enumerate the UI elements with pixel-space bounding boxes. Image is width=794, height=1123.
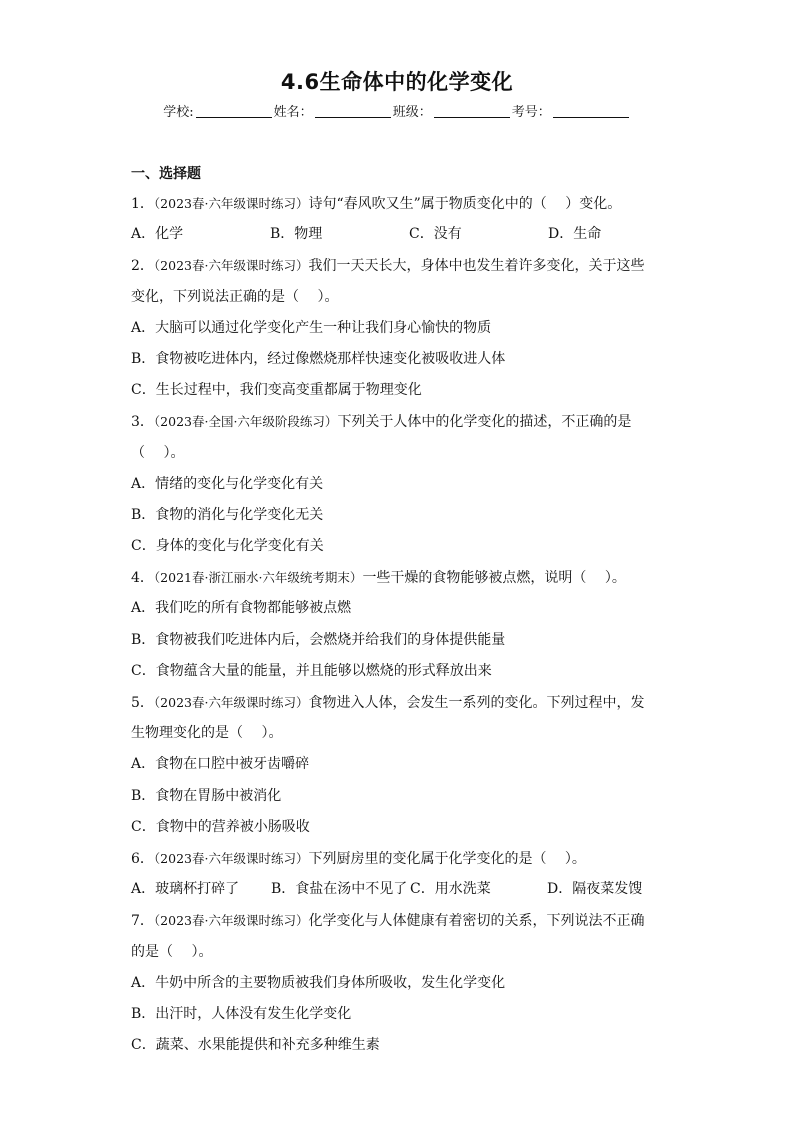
option-a[interactable]: A．我们吃的所有食物都能够被点燃 bbox=[131, 600, 352, 617]
question-number: 7． bbox=[131, 913, 154, 930]
name-label: 姓名： bbox=[273, 105, 313, 120]
option-c[interactable]: C．用水洗菜 bbox=[410, 881, 491, 898]
question-source: （2023春·六年级课时练习） bbox=[153, 258, 309, 274]
question-text: 化学变化与人体健康有着密切的关系，下列说法不正确 bbox=[308, 913, 645, 930]
question-text-continued: 变化，下列说法正确的是（ ）。 bbox=[131, 288, 339, 305]
option-a[interactable]: A．玻璃杯打碎了 bbox=[131, 881, 240, 898]
question-text: 一些干燥的食物能够被点燃，说明（ ）。 bbox=[362, 570, 626, 587]
option-b[interactable]: B．出汗时，人体没有发生化学变化 bbox=[131, 1005, 352, 1022]
option-a[interactable]: A．牛奶中所含的主要物质被我们身体所吸收，发生化学变化 bbox=[131, 974, 506, 991]
section-heading: 一、选择题 bbox=[131, 166, 201, 182]
question-7-stem bbox=[131, 905, 666, 936]
name-blank bbox=[315, 104, 391, 118]
question-number: 4． bbox=[131, 570, 154, 587]
question-number: 3． bbox=[131, 414, 154, 431]
question-text: 食物进入人体，会发生一系列的变化。下列过程中，发 bbox=[308, 695, 645, 711]
option-c[interactable]: C．食物中的营养被小肠吸收 bbox=[131, 818, 310, 835]
school-label: 学校: bbox=[163, 105, 194, 120]
question-3-stem bbox=[131, 406, 666, 437]
question-5-stem bbox=[131, 687, 666, 718]
option-b[interactable]: B．食物的消化与化学变化无关 bbox=[131, 506, 324, 523]
question-source: （2021春·浙江丽水·六年级统考期末） bbox=[153, 570, 363, 586]
option-b[interactable]: B．食物被我们吃进体内后，会燃烧并给我们的身体提供能量 bbox=[131, 631, 506, 648]
option-d[interactable]: D．生命 bbox=[548, 226, 602, 243]
option-a[interactable]: A．情绪的变化与化学变化有关 bbox=[131, 475, 324, 492]
option-a[interactable]: A．食物在口腔中被牙齿嚼碎 bbox=[131, 756, 310, 773]
question-6-options bbox=[131, 874, 666, 905]
option-d[interactable]: D．隔夜菜发馊 bbox=[547, 881, 643, 898]
question-number: 5． bbox=[131, 695, 154, 711]
question-source: （2023春·六年级课时练习） bbox=[153, 913, 309, 929]
question-source: （2023春·全国·六年级阶段练习） bbox=[153, 414, 338, 430]
question-source: （2023春·六年级课时练习） bbox=[153, 196, 309, 211]
question-text-continued: （ ）。 bbox=[131, 444, 185, 461]
option-b[interactable]: B．食物在胃肠中被消化 bbox=[131, 787, 282, 804]
question-list bbox=[131, 160, 666, 1061]
option-a[interactable]: A．化学 bbox=[131, 226, 184, 243]
option-b[interactable]: B．食盐在汤中不见了 bbox=[271, 881, 408, 898]
option-c[interactable]: C．食物蕴含大量的能量，并且能够以燃烧的形式释放出来 bbox=[131, 662, 492, 679]
question-text: 下列关于人体中的化学变化的描述，不正确的是 bbox=[337, 414, 632, 431]
student-info-row bbox=[0, 101, 794, 120]
option-c[interactable]: C．生长过程中，我们变高变重都属于物理变化 bbox=[131, 382, 422, 399]
question-text-continued: 生物理变化的是（ ）。 bbox=[131, 725, 283, 742]
exam-number-label: 考号： bbox=[511, 105, 551, 120]
option-c[interactable]: C．没有 bbox=[409, 226, 462, 243]
question-text: 诗句“春风吹又生”属于物质变化中的（ ）变化。 bbox=[308, 196, 622, 212]
page-title: 4.6生命体中的化学变化 bbox=[280, 70, 514, 94]
question-text: 下列厨房里的变化属于化学变化的是（ ）。 bbox=[308, 850, 586, 867]
question-number: 6． bbox=[131, 850, 154, 867]
question-1-options bbox=[131, 219, 666, 250]
class-label: 班级： bbox=[392, 105, 432, 120]
question-text: 我们一天天长大，身体中也发生着许多变化，关于这些 bbox=[308, 258, 645, 275]
option-c[interactable]: C．蔬菜、水果能提供和补充多种维生素 bbox=[131, 1037, 380, 1054]
exam-number-blank bbox=[553, 104, 629, 118]
question-source: （2023春·六年级课时练习） bbox=[153, 850, 309, 866]
question-source: （2023春·六年级课时练习） bbox=[153, 695, 309, 710]
question-2-stem bbox=[131, 250, 666, 281]
question-number: 1． bbox=[131, 196, 154, 212]
option-b[interactable]: B．食物被吃进体内，经过像燃烧那样快速变化被吸收进人体 bbox=[131, 350, 506, 367]
option-b[interactable]: B．物理 bbox=[270, 226, 323, 243]
option-a[interactable]: A．大脑可以通过化学变化产生一种让我们身心愉快的物质 bbox=[131, 319, 492, 336]
class-blank bbox=[434, 104, 510, 118]
question-1-stem bbox=[131, 188, 666, 219]
question-4-stem bbox=[131, 562, 666, 593]
option-c[interactable]: C．身体的变化与化学变化有关 bbox=[131, 538, 324, 555]
question-number: 2． bbox=[131, 258, 154, 275]
school-blank bbox=[196, 104, 272, 118]
question-text-continued: 的是（ ）。 bbox=[131, 943, 213, 960]
question-6-stem bbox=[131, 843, 666, 874]
